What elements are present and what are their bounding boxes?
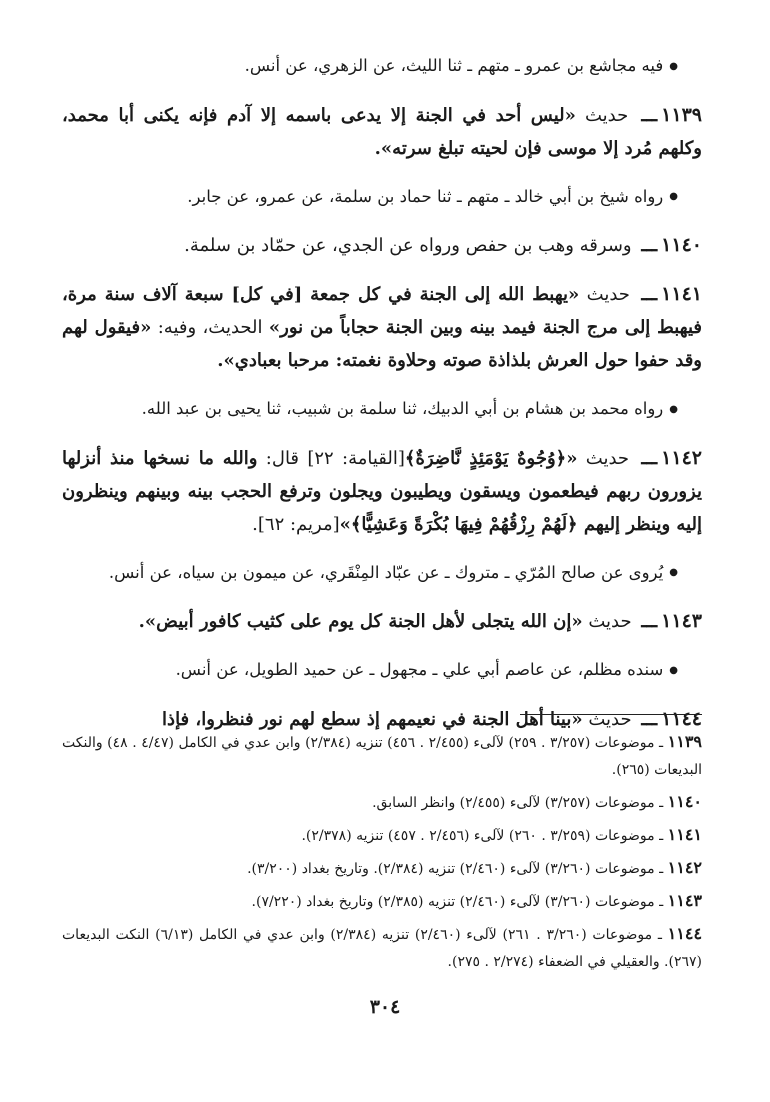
hadith-entry [62,442,702,541]
hadith-text: «ليس أحد في الجنة إلا يدعى باسمه إلا آدم فإنه يكنى أبا محمد، وكلهم مُرد إلا موسى فإن لحيته تبلغ سرته». [62,104,702,159]
hadith-number: ١١٣٩ [661,103,702,126]
hadith-entry [62,605,702,638]
footnote-text: موضوعات (٣/٢٥٧ . ٢٥٩) لآلىء (٢/٤٥٥ . ٤٥٦) تنزيه (٢/٣٨٤) وابن عدي في الكامل (٤/٤٧ . ٤٨) والنكت البديعات (٢٦٥). [62,735,702,778]
bullet-icon: ● [669,567,678,578]
verse-reference: [مريم: ٦٢]. [252,513,340,535]
hadith-prefix: حديث [585,104,629,126]
footnote: ١١٤١ ـ موضوعات (٣/٢٥٩ . ٢٦٠) لآلىء (٢/٤٥٦ . ٤٥٧) تنزيه (٢/٣٧٨). [301,825,702,844]
footnote-number: ١١٤١ [667,825,702,844]
hadith-prefix: حديث [585,447,630,469]
quran-verse: «﴿وُجُوهٌ يَوْمَئِذٍ نَّاضِرَةٌ﴾ [404,447,578,469]
hadith-prefix: حديث [588,611,632,632]
footnote: ١١٤٠ ـ موضوعات (٣/٢٥٧) لآلىء (٢/٤٥٥) وانظر السابق. [372,792,702,811]
footnote-text: موضوعات (٣/٢٦٠ . ٢٦١) لآلىء (٢/٤٦٠) تنزيه (٢/٣٨٤) وابن عدي في الكامل (٦/١٣) النكت البديعات (٢٦٧). والعقيلي في الضعفاء (٢/٢٧٤ . ٢٧٥). [62,927,702,970]
footnote: ١١٣٩ ـ موضوعات (٣/٢٥٧ . ٢٥٩) لآلىء (٢/٤٥٥ . ٤٥٦) تنزيه (٢/٣٨٤) وابن عدي في الكامل (٤/٤٧ . ٤٨) والنكت البديعات (٢٦٥). [62,732,703,778]
footnote-number: ١١٤٣ [667,891,702,910]
hadith-text-continued: «فيقول لهم وقد حفوا حول العرش بلذاذة صوته وحلاوة نغمته: مرحبا بعبادي». [62,317,702,371]
footnote-text: موضوعات (٣/٢٦٠) لآلىء (٢/٤٦٠) تنزيه (٢/٣٨٥) وتاريخ بغداد (٧/٢٢٠). [251,894,655,910]
footnote-text: موضوعات (٣/٢٦٠) لآلىء (٢/٤٦٠) تنزيه (٢/٣٨٤). وتاريخ بغداد (٣/٢٠٠). [247,861,655,877]
narrator-note: ●رواه محمد بن هشام بن أبي الدبيك، ثنا سلمة بن شبيب، ثنا يحيى بن عبد الله. [141,399,678,418]
footnote-number: ١١٤٠ [667,792,702,811]
hadith-entry [62,229,702,262]
hadith-number: ١١٤٠ [661,234,702,256]
footnote-text: موضوعات (٣/٢٥٩ . ٢٦٠) لآلىء (٢/٤٥٦ . ٤٥٧) تنزيه (٢/٣٧٨). [301,828,655,844]
hadith-connector: الحديث، وفيه: [151,317,269,338]
narrator-note: ●رواه شيخ بن أبي خالد ـ متهم ـ ثنا حماد بن سلمة، عن عمرو، عن جابر. [187,186,678,206]
bullet-icon: ● [669,60,678,72]
hadith-prefix: حديث [588,708,632,730]
hadith-text: «بينا أهل الجنة في نعيمهم إذ سطع لهم نور فنظروا، فإذا [162,708,583,730]
narrator-note: ●يُروى عن صالح المُرّي ـ متروك ـ عن عبّاد المِنْقَري، عن ميمون بن سياه، عن أنس. [108,562,678,582]
hadith-entry [62,99,702,165]
footnote-text: موضوعات (٣/٢٥٧) لآلىء (٢/٤٥٥) وانظر السابق. [372,795,655,811]
dash: ـــ [641,611,658,632]
hadith-number: ١١٤٢ [661,446,702,469]
narrator-note: ●سنده مظلم، عن عاصم أبي علي ـ مجهول ـ عن حميد الطويل، عن أنس. [175,660,678,679]
bullet-icon: ● [669,191,678,202]
hadith-number: ١١٤٤ [661,707,702,730]
entry-text: وسرقه وهب بن حفص ورواه عن الجدي، عن حمّاد بن سلمة. [184,235,632,256]
footnote: ١١٤٤ ـ موضوعات (٣/٢٦٠ . ٢٦١) لآلىء (٢/٤٦٠) تنزيه (٢/٣٨٤) وابن عدي في الكامل (٦/١٣) النكت البديعات (٢٦٧). والعقيلي في الضعفاء (٢/٢٧٤ . ٢٧٥). [62,924,703,970]
narrator-note: ●فيه مجاشع بن عمرو ـ متهم ـ ثنا الليث، عن الزهري، عن أنس. [244,56,678,75]
hadith-prefix: حديث [586,284,630,305]
page-number: ٣٠٤ [369,996,401,1018]
footnote-divider [520,714,702,715]
footnote: ١١٤٣ ـ موضوعات (٣/٢٦٠) لآلىء (٢/٤٦٠) تنزيه (٢/٣٨٥) وتاريخ بغداد (٧/٢٢٠). [251,891,702,910]
dash: ـــ [641,708,658,730]
dash: ـــ [641,235,658,256]
footnote-number: ١١٤٤ [667,924,703,943]
hadith-text: «يهبط الله إلى الجنة في كل جمعة [في كل] سبعة آلاف سنة مرة، فيهبط إلى مرج الجنة فيمد بينه وبين الجنة حجاباً من نور» [62,284,703,338]
dash: ـــ [641,284,658,305]
footnote-number: ١١٤٢ [667,858,702,877]
hadith-number: ١١٤٣ [661,610,702,632]
hadith-entry [62,278,702,377]
verse-reference: [القيامة: ٢٢] قال: [257,447,405,469]
main-text [62,50,702,752]
footnotes [62,728,702,980]
footnote-number: ١١٣٩ [667,732,703,751]
hadith-text: والله ما نسخها منذ أنزلها يزورون ربهم فيطعمون ويسقون ويطيبون ويجلون وترفع الحجب بينه وبينهم وينظرون إليه وينظر إليهم ﴿لَهُمْ رِزْقُهُمْ فِيهَا بُكْرَةً وَعَشِيًّا﴾» [62,447,702,535]
hadith-text: «إن الله يتجلى لأهل الجنة كل يوم على كثيب كافور أبيض». [138,611,583,632]
dash: ـــ [641,447,658,469]
dash: ـــ [641,104,658,126]
footnote: ١١٤٢ ـ موضوعات (٣/٢٦٠) لآلىء (٢/٤٦٠) تنزيه (٢/٣٨٤). وتاريخ بغداد (٣/٢٠٠). [247,858,702,877]
bullet-icon: ● [669,664,678,676]
hadith-number: ١١٤١ [661,283,702,305]
bullet-icon: ● [669,403,678,415]
